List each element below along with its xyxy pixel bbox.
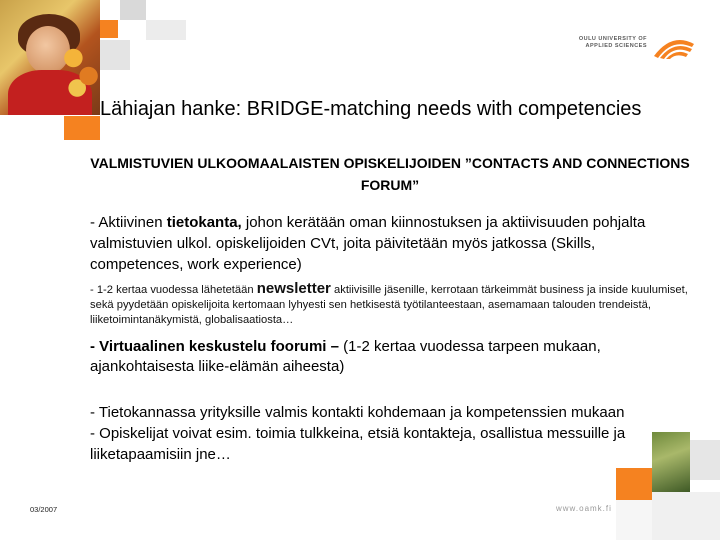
database-keyword: tietokanta, (166, 214, 242, 231)
slide-date: 03/2007 (30, 505, 58, 514)
woman-with-leaves-photo (0, 0, 100, 115)
gray-decor-block (100, 40, 130, 70)
bullet-benefits (90, 402, 650, 465)
landscape-photo (652, 432, 690, 492)
gray-decor-block (652, 492, 720, 540)
footer-url[interactable]: www.oamk.fi (556, 504, 612, 513)
gray-decor-block (146, 20, 186, 40)
university-logo-text: OULU UNIVERSITY OF APPLIED SCIENCES (578, 36, 647, 49)
gray-decor-block (690, 440, 720, 480)
orange-decor-block (616, 468, 652, 500)
newsletter-keyword: newsletter (256, 280, 331, 297)
bullet-newsletter: - 1-2 kertaa vuodessa lähetetään newsletter aktiivisille jäsenille, kerrotaan tärkeimmät business ja inside kuulumiset, sekä pyydetään opiskelijoita kertomaan lyhyesti sen hetkisestä työtilanteestaan, asemamaan talouden trendeistä, liiketoimintanäkymistä, globalisaatiosta… (90, 280, 688, 326)
oamk-wing-logo-icon (652, 30, 696, 60)
orange-decor-block (100, 20, 118, 38)
forum-keyword: - Virtuaalinen keskustelu foorumi – (90, 338, 339, 355)
gray-decor-block (616, 500, 652, 540)
benefit-students: - Opiskelijat voivat esim. toimia tulkkeina, etsiä kontakteja, osallistua messuille ja liiketapaamisiin jne… (90, 425, 626, 463)
bullet-forum: - Virtuaalinen keskustelu foorumi – (1-2 kertaa vuodessa tarpeen mukaan, ajankohtaisesta liike-elämän aiheesta) (90, 338, 601, 375)
slide-title: Lähiajan hanke: BRIDGE-matching needs with competencies (100, 98, 642, 120)
gray-decor-block (120, 0, 146, 20)
benefit-companies: - Tietokannassa yrityksille valmis kontakti kohdemaan ja kompetenssien mukaan (90, 404, 625, 421)
slide-subtitle: VALMISTUVIEN ULKOOMAALAISTEN OPISKELIJOIDEN ”CONTACTS AND CONNECTIONS FORUM” (90, 155, 690, 193)
orange-decor-block (64, 116, 100, 140)
bullet-database: - Aktiivinen tietokanta, johon kerätään oman kiinnostuksen ja aktiivisuuden pohjalta valmistuvien ulkol. opiskelijoiden CVt, joita päivitetään myös jatkossa (Skills, competences, work experience) (90, 214, 646, 273)
